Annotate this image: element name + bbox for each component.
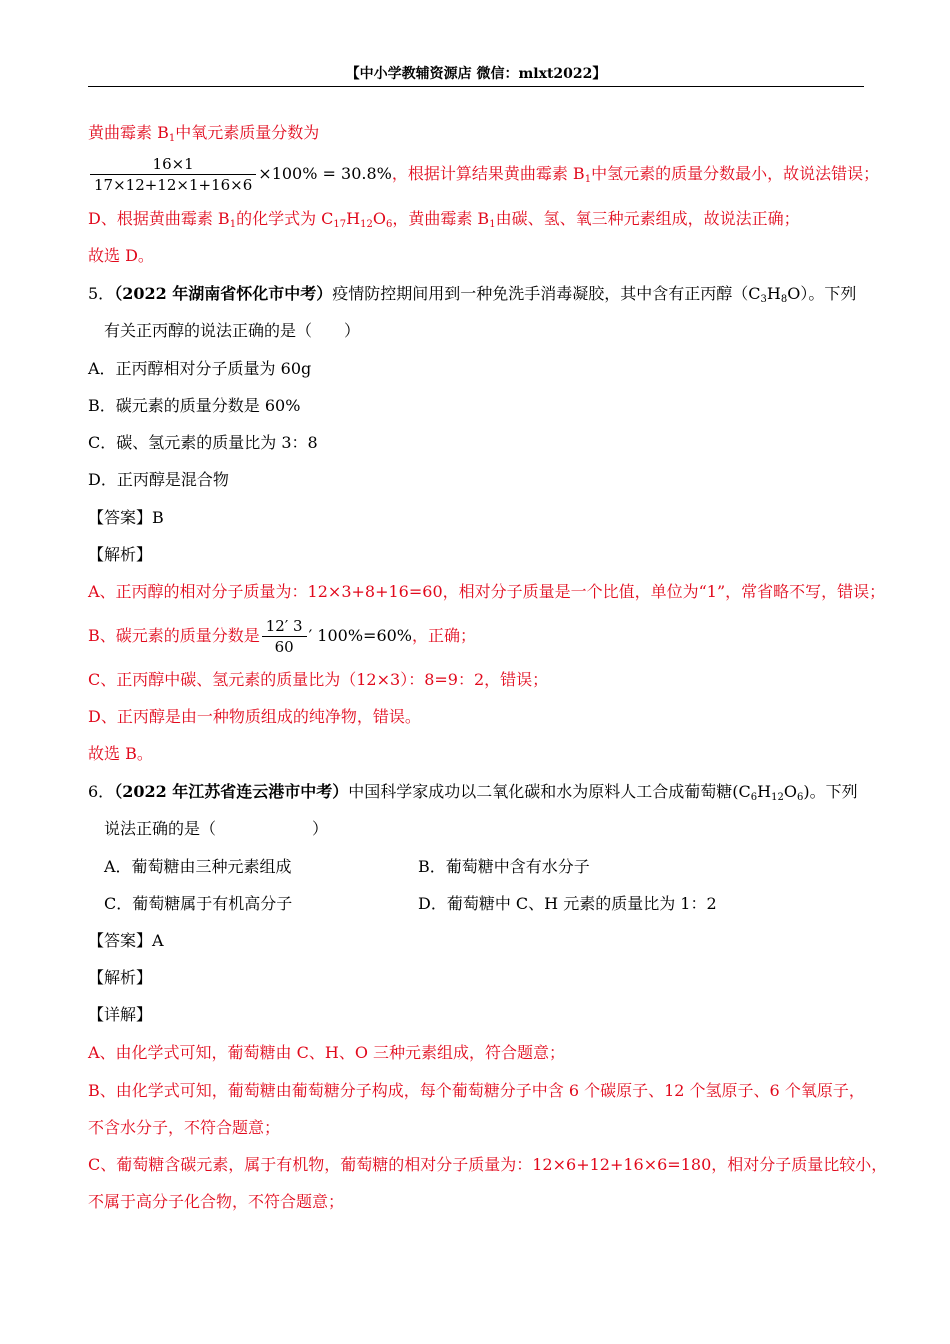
option-a: A．葡萄糖由三种元素组成 xyxy=(104,857,292,876)
text-span: ，正确； xyxy=(412,626,477,645)
question-source: （2022 年江苏省连云港市中考） xyxy=(114,782,349,801)
detail-title: 【详解】 xyxy=(88,1005,153,1024)
text-span: H xyxy=(346,209,361,228)
option-b: B．葡萄糖中含有水分子 xyxy=(418,857,590,876)
subscript: 1 xyxy=(489,219,496,230)
subscript: 1 xyxy=(229,219,237,230)
text-span: 中氧元素质量分数为 xyxy=(175,123,320,142)
text-span: 由碳、氢、氧三种元素组成，故说法正确； xyxy=(495,209,800,228)
analysis-c-continued: 不属于高分子化合物，不符合题意； xyxy=(88,1192,345,1211)
question-stem xyxy=(88,283,856,305)
question-stem xyxy=(88,781,858,803)
subscript: 8 xyxy=(780,294,788,305)
option-d: D．正丙醇是混合物 xyxy=(88,470,229,489)
choose-line: 故选 B。 xyxy=(88,744,153,763)
option-a: A．正丙醇相对分子质量为 60g xyxy=(88,359,312,378)
text-span: 的化学式为 C xyxy=(236,209,334,228)
fraction xyxy=(262,617,307,656)
subscript: 12 xyxy=(360,219,373,230)
text-span: O xyxy=(372,209,386,228)
text-span: B、碳元素的质量分数是 xyxy=(88,626,260,645)
answer-label: 【答案】A xyxy=(88,931,164,950)
analysis-a: A、由化学式可知，葡萄糖由 C、H、O 三种元素组成，符合题意； xyxy=(88,1043,566,1062)
option-b: B．碳元素的质量分数是 60% xyxy=(88,396,301,415)
text-span: )。下列 xyxy=(803,782,858,801)
text-span: O xyxy=(783,782,797,801)
text-span: O）。下列 xyxy=(787,284,857,303)
text-line xyxy=(88,208,800,230)
question-stem-continued: 有关正丙醇的说法正确的是（ ） xyxy=(104,321,361,340)
question-number: 6． xyxy=(88,782,115,801)
formula-line xyxy=(88,152,879,196)
answer-label: 【答案】B xyxy=(88,508,164,527)
subscript: 6 xyxy=(385,219,393,230)
subscript: 17 xyxy=(333,219,347,230)
analysis-b: B、由化学式可知，葡萄糖由葡萄糖分子构成，每个葡萄糖分子中含 6 个碳原子、12 个氢原子、6 个氧原子， xyxy=(88,1081,865,1100)
analysis-d: D、正丙醇是由一种物质组成的纯净物，错误。 xyxy=(88,707,421,726)
analysis-c: C、正丙醇中碳、氢元素的质量比为（12×3）：8=9：2，错误； xyxy=(88,670,549,689)
analysis-c: C、葡萄糖含碳元素，属于有机物，葡萄糖的相对分子质量为：12×6+12+16×6=180，相对分子质量比较小， xyxy=(88,1155,888,1174)
analysis-b xyxy=(88,614,476,658)
analysis-title: 【解析】 xyxy=(88,968,153,987)
fraction xyxy=(90,155,256,194)
option-c: C．葡萄糖属于有机高分子 xyxy=(104,894,293,913)
formula-result: ′ 100%=60% xyxy=(308,626,413,645)
analysis-b-continued: 不含水分子，不符合题意； xyxy=(88,1118,281,1137)
subscript: 6 xyxy=(796,792,804,803)
page-header: 【中小学教辅资源店 微信：mlxt2022】 xyxy=(88,62,864,87)
text-line xyxy=(88,122,319,144)
fraction-denominator: 60 xyxy=(262,636,307,656)
text-span: 中国科学家成功以二氧化碳和水为原料人工合成葡萄糖(C xyxy=(348,782,751,801)
text-span: 黄曲霉素 B xyxy=(88,123,169,142)
fraction-denominator: 17×12+12×1+16×6 xyxy=(90,174,256,194)
fraction-numerator: 12′ 3 xyxy=(265,617,303,635)
subscript: 6 xyxy=(750,792,758,803)
choose-line: 故选 D。 xyxy=(88,246,154,265)
text-span: H xyxy=(766,284,781,303)
text-span: 疫情防控期间用到一种免洗手消毒凝胶，其中含有正丙醇（C xyxy=(332,284,761,303)
text-span: D、根据黄曲霉素 B xyxy=(88,209,230,228)
question-number: 5． xyxy=(88,284,115,303)
fraction-numerator: 16×1 xyxy=(152,155,194,173)
option-d: D．葡萄糖中 C、H 元素的质量比为 1：2 xyxy=(418,894,717,913)
subscript: 1 xyxy=(168,133,176,144)
subscript: 12 xyxy=(771,792,784,803)
text-span: 中氢元素的质量分数最小，故说法错误； xyxy=(591,164,880,183)
option-c: C．碳、氢元素的质量比为 3：8 xyxy=(88,433,318,452)
formula-result: ×100% = 30.8% xyxy=(258,164,392,183)
question-source: （2022 年湖南省怀化市中考） xyxy=(114,284,333,303)
analysis-a: A、正丙醇的相对分子质量为：12×3+8+16=60，相对分子质量是一个比值，单位为“1”，常省略不写，错误； xyxy=(88,582,886,601)
subscript: 3 xyxy=(760,294,767,305)
text-span: ，根据计算结果黄曲霉素 B xyxy=(391,164,585,183)
text-span: H xyxy=(757,782,772,801)
subscript: 1 xyxy=(584,174,592,185)
question-stem-continued: 说法正确的是（ ） xyxy=(104,819,329,838)
analysis-title: 【解析】 xyxy=(88,545,153,564)
text-span: ，黄曲霉素 B xyxy=(392,209,490,228)
